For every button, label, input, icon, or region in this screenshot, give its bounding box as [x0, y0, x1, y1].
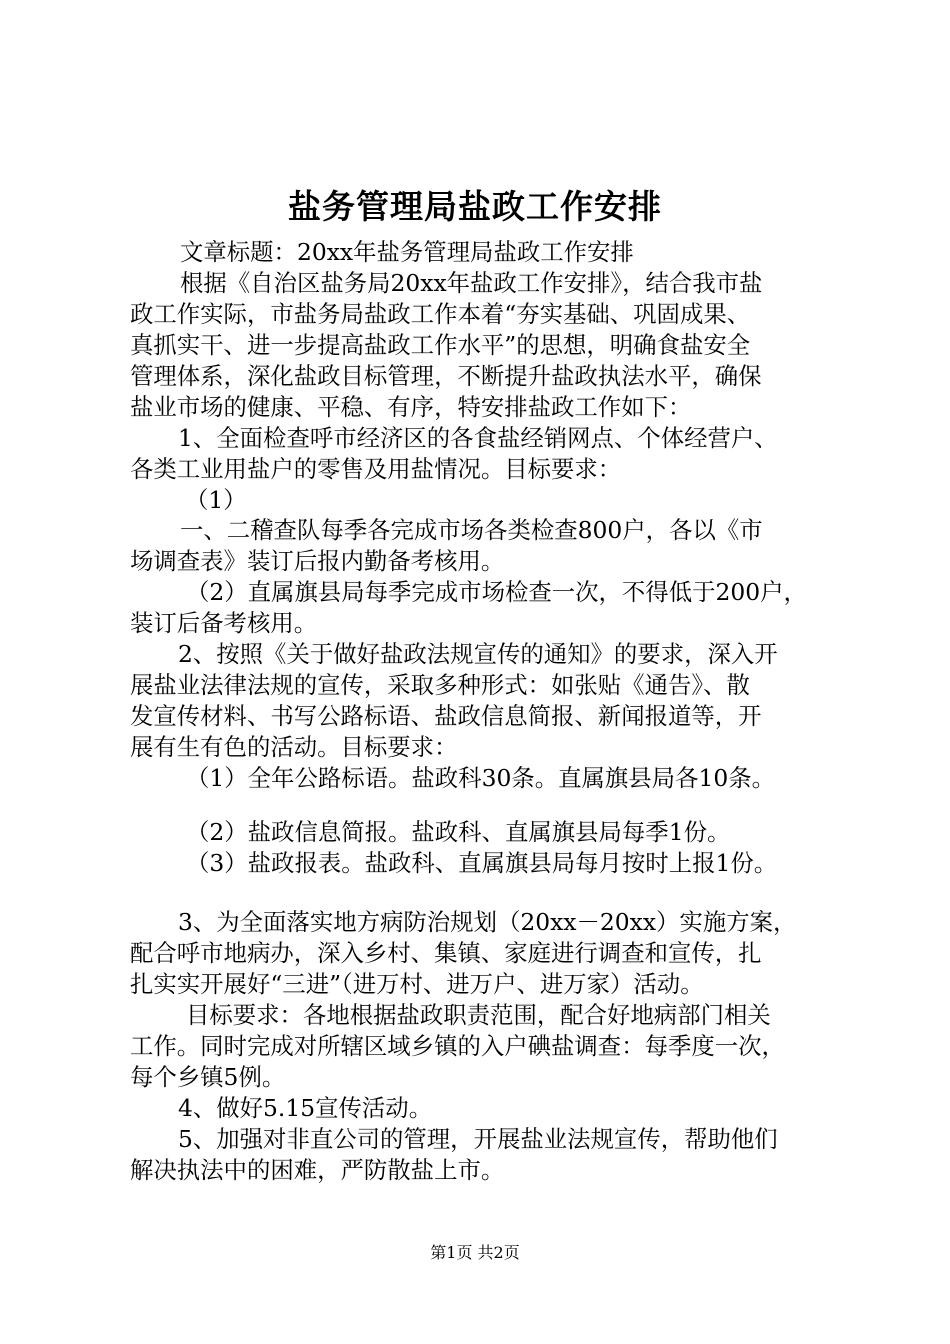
text-line: （2）直属旗县局每季完成市场检查一次，不得低于200户， — [186, 578, 807, 606]
text-line: 真抓实干、进一步提高盐政工作水平”的思想，明确食盐安全 — [130, 331, 751, 359]
text-line: 5、加强对非直公司的管理，开展盐业法规宣传，帮助他们 — [178, 1125, 778, 1153]
text-line: 每个乡镇5例。 — [130, 1063, 286, 1091]
page-footer: 第1页 共2页 — [430, 1243, 520, 1262]
text-line: 配合呼市地病办，深入乡村、集镇、家庭进行调查和宣传，扎 — [130, 939, 762, 967]
text-line: （2）盐政信息简报。盐政科、直属旗县局每季1份。 — [186, 818, 731, 846]
text-line: 3、为全面落实地方病防治规划（20xx－20xx）实施方案， — [178, 908, 797, 936]
text-line: 2、按照《关于做好盐政法规宣传的通知》的要求，深入开 — [178, 640, 778, 668]
text-line: 解决执法中的困难，严防散盐上市。 — [130, 1156, 505, 1184]
text-line: 各类工业用盐户的零售及用盐情况。目标要求： — [130, 455, 622, 483]
text-line: 政工作实际，市盐务局盐政工作本着“夯实基础、巩固成果、 — [130, 300, 751, 328]
text-line: 展盐业法律法规的宣传，采取多种形式：如张贴《通告》、散 — [130, 671, 750, 699]
text-line: 管理体系，深化盐政目标管理，不断提升盐政执法水平，确保 — [130, 362, 762, 390]
text-line: 文章标题：20xx年盐务管理局盐政工作安排 — [180, 238, 634, 266]
text-line: 根据《自治区盐务局20xx年盐政工作安排》，结合我市盐 — [180, 269, 763, 297]
text-line: 一、二稽查队每季各完成市场各类检查800户，各以《市 — [180, 516, 763, 544]
text-line: 展有生有色的活动。目标要求： — [130, 733, 458, 761]
text-line: 发宣传材料、书写公路标语、盐政信息简报、新闻报道等，开 — [130, 702, 762, 730]
text-line: 场调查表》装订后报内勤备考核用。 — [130, 547, 505, 575]
text-line: （3）盐政报表。盐政科、直属旗县局每月按时上报1份。 — [186, 849, 778, 877]
text-line: （1）全年公路标语。盐政科30条。直属旗县局各10条。 — [186, 764, 776, 792]
text-line: 1、全面检查呼市经济区的各食盐经销网点、个体经营户、 — [178, 424, 778, 452]
text-line: 目标要求：各地根据盐政职责范围，配合好地病部门相关 — [186, 1001, 771, 1029]
text-line: 装订后备考核用。 — [130, 609, 318, 637]
text-line: 盐业市场的健康、平稳、有序，特安排盐政工作如下： — [130, 393, 692, 421]
text-line: 扎实实开展好“三进”（进万村、进万户、进万家）活动。 — [130, 970, 704, 998]
document-title: 盐务管理局盐政工作安排 — [288, 187, 662, 226]
text-line: 工作。同时完成对所辖区域乡镇的入户碘盐调查：每季度一次， — [130, 1032, 785, 1060]
text-line: 4、做好5.15宣传活动。 — [178, 1094, 433, 1122]
text-line: （1） — [185, 486, 247, 514]
